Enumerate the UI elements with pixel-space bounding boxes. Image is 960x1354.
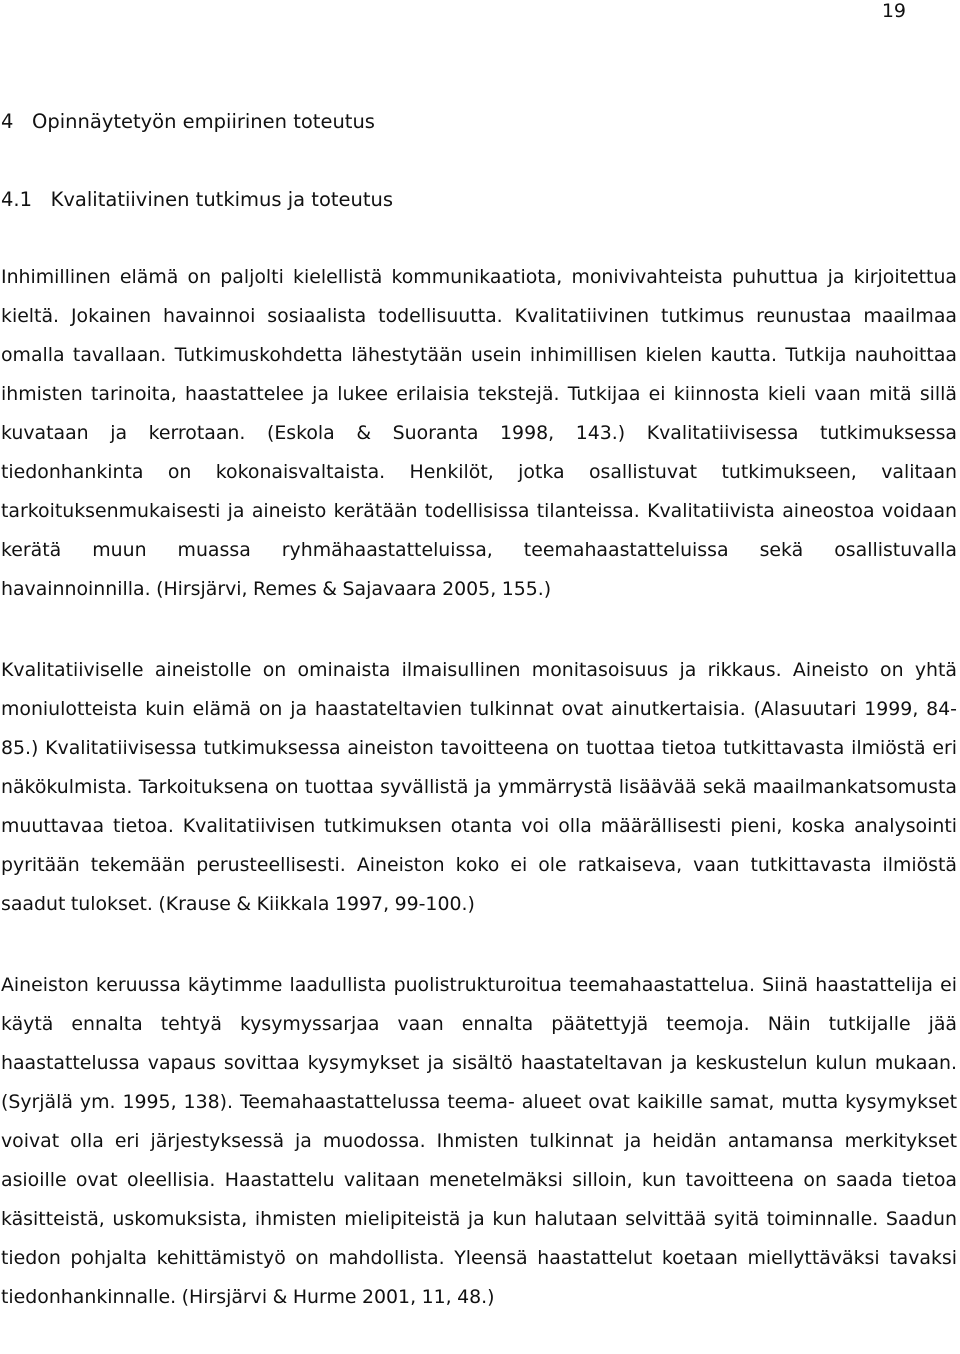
page-number: 19 [881,0,906,22]
chapter-heading: 4 Opinnäytetyön empiirinen toteutus [1,110,375,133]
section-heading: 4.1 Kvalitatiivinen tutkimus ja toteutus [1,188,394,211]
paragraph-1: Inhimillinen elämä on paljolti kielellistä kommunikaatiota, monivivahteista puhuttua ja kirjoitettua kieltä. Jokainen havainnoi sosiaalista todellisuutta. Kvalitatiivinen tutkimus reunustaa maailmaa omalla tavallaan. Tutkimuskohdetta lähestytään usein inhimillisen kielen kautta. Tutkija nauhoittaa ihmisten tarinoita, haastattelee ja lukee erilaisia tekstejä. Tutkijaa ei kiinnosta kieli vaan mitä sillä kuvataan ja kerrotaan. (Eskola & Suoranta 1998, 143.) Kvalitatiivisessa tutkimuksessa tiedonhankinta on kokonaisvaltaista. Henkilöt, jotka osallistuvat tutkimukseen, valitaan tarkoituksenmukaisesti ja aineisto kerätään todellisissa tilanteissa. Kvalitatiivista aineostoa voidaan kerätä muun muassa ryhmähaastatteluissa, teemahaastatteluissa sekä osallistuvalla havainnoinnilla. (Hirsjärvi, Remes & Sajavaara 2005, 155.) [1,266,957,600]
paragraph-2: Kvalitatiiviselle aineistolle on ominaista ilmaisullinen monitasoisuus ja rikkaus. Aineisto on yhtä moniulotteista kuin elämä on ja haastateltavien tulkinnat ovat ainutkertaisia. (Alasuutari 1999, 84-85.) Kvalitatiivisessa tutkimuksessa aineiston tavoitteena on tuottaa tietoa tutkittavasta ilmiöstä eri näkökulmista. Tarkoituksena on tuottaa syvällistä ja ymmärrystä lisäävää sekä maailmankatsomusta muuttavaa tietoa. Kvalitatiivisen tutkimuksen otanta voi olla määrällisesti pieni, koska analysointi pyritään tekemään perusteellisesti. Aineiston koko ei ole ratkaiseva, vaan tutkittavasta ilmiöstä saadut tulokset. (Krause & Kiikkala 1997, 99-100.) [1,659,957,915]
paragraph-3: Aineiston keruussa käytimme laadullista puolistrukturoitua teemahaastattelua. Siinä haastattelija ei käytä ennalta tehtyä kysymyssarjaa vaan ennalta päätettyjä teemoja. Näin tutkijalle jää haastattelussa vapaus sovittaa kysymykset ja sisältö haastateltavan ja keskustelun kulun mukaan. (Syrjälä ym. 1995, 138). Teemahaastattelussa teema- alueet ovat kaikille samat, mutta kysymykset voivat olla eri järjestyksessä ja muodossa. Ihmisten tulkinnat ja heidän antamansa merkitykset asioille ovat oleellisia. Haastattelu valitaan menetelmäksi silloin, kun tavoitteena on saada tietoa käsitteistä, uskomuksista, ihmisten mielipiteistä ja kun halutaan selvittää syitä toiminnalle. Saadun tiedon pohjalta kehittämistyö on mahdollista. Yleensä haastattelut koetaan miellyttäväksi tavaksi tiedonhankinnalle. (Hirsjärvi & Hurme 2001, 11, 48.) [1,974,957,1308]
